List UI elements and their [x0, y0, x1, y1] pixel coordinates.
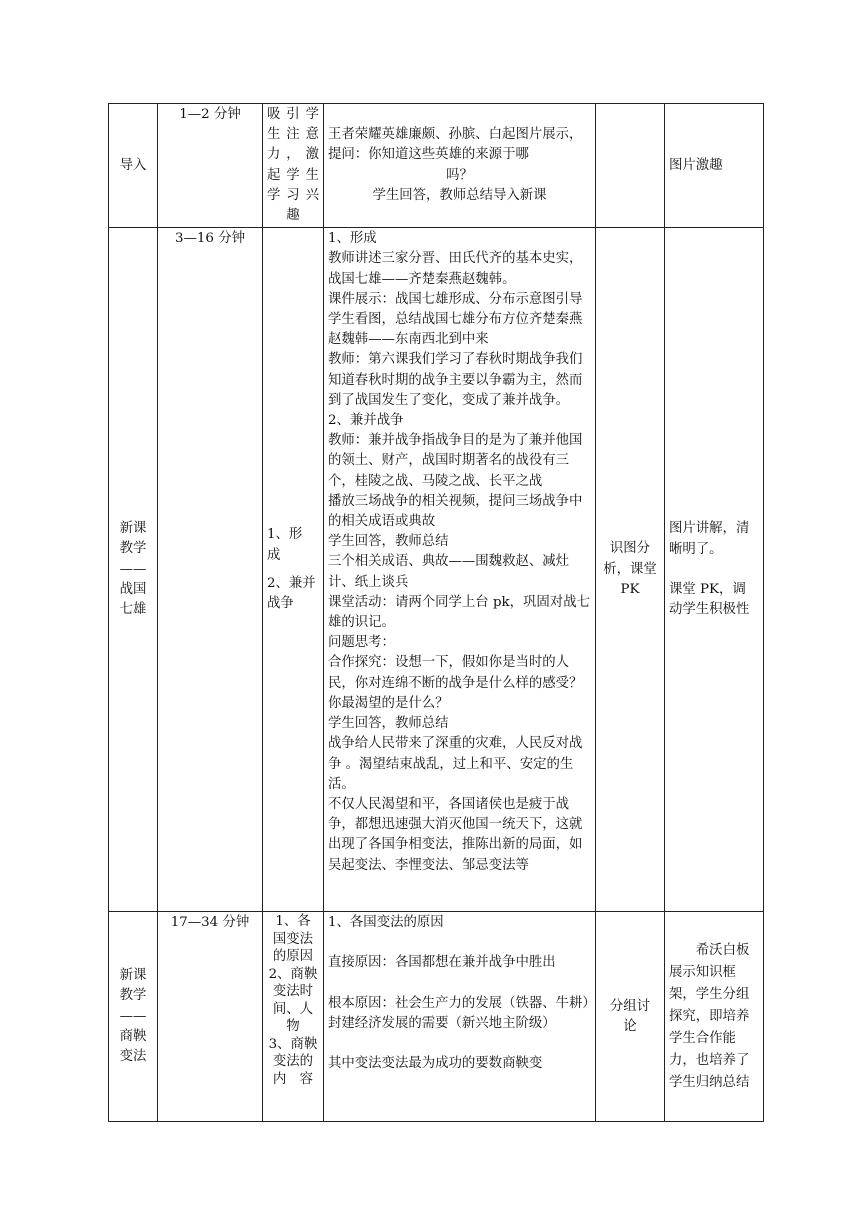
content-line: 教师：第六课我们学习了春秋时期战争我们知道春秋时期的战争主要以争霸为主，然而到了战国发生了变化，变成了兼并战争。 [328, 352, 583, 408]
stage-line: 战国 [119, 581, 147, 597]
time-cell [158, 912, 263, 1122]
stage-line: 教学 [119, 988, 147, 1004]
stage-line: 变法 [119, 1049, 147, 1065]
stage-line: —— [119, 561, 147, 577]
design-line: 图片讲解，清晰明了。 [669, 521, 750, 557]
stage-cell [109, 912, 158, 1122]
goal-line: 2、兼并 [267, 575, 316, 591]
stage-cell [109, 104, 158, 228]
design-cell [665, 104, 764, 228]
time-cell [158, 228, 263, 912]
content-line: 学生回答，教师总结导入新课 [372, 187, 547, 203]
goal-cell [263, 228, 324, 912]
goal-line: 趣 [286, 208, 300, 224]
method-line: 分组讨 [609, 998, 651, 1014]
content-line: 根本原因：社会生产力的发展（铁器、牛耕）封建经济发展的需要（新兴地主阶级） [328, 995, 590, 1031]
time-label: 3—16 分钟 [175, 231, 245, 247]
design-line: 课堂 PK，调动学生积极性 [669, 581, 750, 617]
content-line: 战争给人民带来了深重的灾难，人民反对战争 。渴望结束战乱，过上和平、安定的生活。 [328, 736, 583, 792]
content-line: 三个相关成语、典故——围魏救赵、减灶计、纸上谈兵 [328, 554, 570, 590]
lesson-plan-table [108, 103, 764, 1122]
content-line: 王者荣耀英雄廉颇、孙膑、白起图片展示，提问：你知道这些英雄的来源于哪 [328, 127, 583, 163]
method-line: PK [620, 581, 640, 597]
content-line: 其中变法变法最为成功的要数商鞅变 [328, 1056, 543, 1072]
method-cell [596, 912, 665, 1122]
stage-line: 新课 [119, 521, 147, 537]
goal-line: 的原因 [272, 949, 314, 965]
content-cell [324, 228, 596, 912]
stage-line: 商鞅 [119, 1028, 147, 1044]
content-line: 学生回答，教师总结 [328, 716, 449, 732]
goal-line: 1、各 [275, 914, 311, 930]
content-line: 吗？ [446, 167, 473, 183]
method-line: 论 [623, 1018, 637, 1034]
table-row [109, 912, 764, 1122]
goal-line: 成 [267, 547, 281, 563]
design-cell [665, 912, 764, 1122]
content-cell [324, 912, 596, 1122]
stage-line: 教学 [119, 541, 147, 557]
content-line: 1、形成 [328, 231, 377, 247]
stage-cell [109, 228, 158, 912]
goal-line: 2、商鞅 [268, 966, 318, 982]
design-cell [665, 228, 764, 912]
stage-line: 新课 [119, 968, 147, 984]
goal-line: 吸引学 [267, 107, 319, 122]
time-label: 1—2 分钟 [179, 107, 241, 122]
method-cell [596, 228, 665, 912]
goal-line: 间、人 [272, 1001, 314, 1017]
stage-line: 七雄 [119, 602, 147, 618]
goal-line: 3、商鞅 [268, 1036, 318, 1052]
time-label: 17—34 分钟 [170, 915, 250, 931]
goal-line: 学习兴 [267, 187, 319, 203]
goal-line: 国变法 [272, 931, 314, 947]
content-line: 学生回答，教师总结 [328, 534, 449, 550]
table-row [109, 228, 764, 912]
content-line: 直接原因：各国都想在兼并战争中胜出 [328, 955, 556, 971]
method-line: 析，课堂 [603, 561, 657, 577]
goal-cell [263, 912, 324, 1122]
goal-line: 起学生 [267, 167, 319, 183]
goal-line: 变法时 [272, 984, 314, 1000]
goal-line: 力，激 [267, 147, 319, 163]
goal-line: 1、形 [267, 527, 303, 543]
content-line: 教师讲述三家分晋、田氏代齐的基本史实，战国七雄——齐楚秦燕赵魏韩。 [328, 251, 583, 287]
goal-cell [263, 104, 324, 228]
content-line: 课件展示：战国七雄形成、分布示意图引导学生看图，总结战国七雄分布方位齐楚秦燕赵魏韩——东南西北到中来 [328, 291, 583, 348]
method-line: 识图分 [609, 541, 651, 557]
content-line: 问题思考： [328, 635, 395, 651]
goal-line: 战争 [267, 595, 294, 611]
stage-line: —— [119, 1008, 147, 1024]
design-label: 图片激趣 [669, 157, 723, 173]
stage-label: 导入 [119, 157, 147, 173]
content-line: 课堂活动：请两个同学上台 pk，巩固对战七雄的识记。 [328, 594, 590, 631]
content-line: 教师：兼并战争指战争目的是为了兼并他国的领土、财产，战国时期著名的战役有三个，桂陵之战、马陵之战、长平之战 [328, 433, 583, 489]
content-line: 1、各国变法的原因 [328, 915, 444, 931]
goal-line: 物 [286, 1019, 300, 1035]
content-line: 不仅人民渴望和平，各国诸侯也是疲于战争，都想迅速强大消灭他国一统天下，这就出现了各国争相变法，推陈出新的局面，如吴起变法、李悝变法、邹忌变法等 [328, 796, 583, 873]
content-line: 合作探究：设想一下，假如你是当时的人民，你对连绵不断的战争是什么样的感受？你最渴望的是什么？ [328, 655, 583, 711]
content-line: 2、兼并战争 [328, 413, 404, 429]
table-row [109, 104, 764, 228]
method-cell [596, 104, 665, 228]
time-cell [158, 104, 263, 228]
goal-line: 变法的 [272, 1054, 314, 1070]
goal-line: 内 容 [272, 1071, 314, 1087]
goal-line: 生注意 [267, 127, 319, 143]
content-line: 播放三场战争的相关视频，提问三场战争中的相关成语或典故 [328, 493, 583, 530]
design-text: 希沃白板展示知识框架，学生分组探究，即培养学生合作能力，也培养了学生归纳总结 [669, 942, 750, 1090]
content-cell [324, 104, 596, 228]
